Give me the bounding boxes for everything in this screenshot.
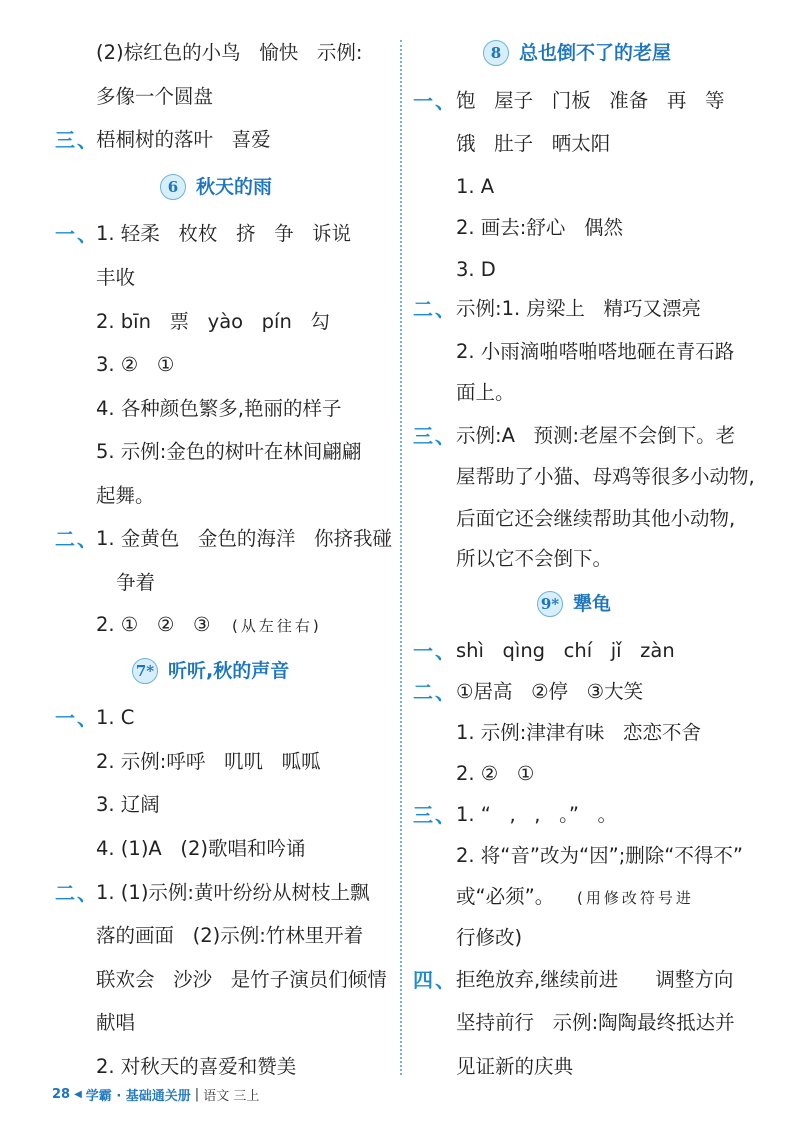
answer-line: 起舞。	[96, 484, 155, 507]
lesson-number-badge: 9*	[537, 591, 563, 617]
section-mark: 一、	[55, 706, 99, 730]
answer-line: 1. 轻柔 枚枚 挤 争 诉说	[96, 222, 352, 245]
column-divider	[400, 40, 402, 1075]
answer-line: 示例:A 预测:老屋不会倒下。老	[456, 424, 736, 447]
answer-line: 坚持前行 示例:陶陶最终抵达并	[456, 1011, 735, 1034]
answer-line: 5. 示例:金色的树叶在林间翩翩	[96, 440, 362, 463]
answer-line: 后面它还会继续帮助其他小动物,	[456, 507, 736, 530]
section-mark: 三、	[55, 128, 99, 152]
answer-line: 1. “ , , 。” 。	[456, 803, 618, 826]
chevron-left-icon: ◀	[74, 1089, 82, 1100]
answer-line: 2. 将“音”改为“因”;删除“不得不”	[456, 844, 743, 867]
answer-line: 2. 小雨滴啪嗒啪嗒地砸在青石路	[456, 340, 735, 363]
lesson-heading-9	[537, 591, 611, 617]
section-mark: 二、	[55, 527, 99, 551]
lesson-number-badge: 7*	[132, 658, 158, 684]
answer-line: 1. A	[456, 175, 495, 198]
section-mark: 一、	[413, 639, 457, 663]
lesson-number-badge: 8	[483, 40, 509, 66]
answer-line: shì qìng chí jǐ zàn	[456, 639, 675, 662]
answer-line: 争着	[116, 571, 156, 594]
lesson-title: 听听,秋的声音	[168, 660, 290, 682]
answer-line: 2. ① ② ③	[96, 613, 211, 636]
section-mark: 三、	[413, 803, 457, 827]
answer-line: 饱 屋子 门板 准备 再 等	[456, 89, 725, 112]
answer-line: 4. (1)A (2)歌唱和吟诵	[96, 837, 306, 860]
answer-line: 梧桐树的落叶 喜爱	[96, 128, 271, 151]
answer-line: 3. ② ①	[96, 353, 175, 376]
answer-line: 面上。	[456, 381, 515, 404]
answer-line: 1. 金黄色 金色的海洋 你挤我碰	[96, 527, 392, 550]
answer-line: 3. 辽阔	[96, 793, 160, 816]
section-mark: 三、	[413, 424, 457, 448]
answer-line: 2. ② ①	[456, 762, 535, 785]
answer-line: 2. 画去:舒心 偶然	[456, 216, 623, 239]
answer-line: 4. 各种颜色繁多,艳丽的样子	[96, 397, 342, 420]
lesson-title: 总也倒不了的老屋	[519, 42, 672, 64]
answer-line: (2)棕红色的小鸟 愉快 示例:	[96, 41, 363, 64]
answer-line: 落的画面 (2)示例:竹林里开着	[96, 924, 364, 947]
section-mark: 一、	[55, 222, 99, 246]
lesson-heading-6	[160, 174, 272, 200]
answer-line: 1. 示例:津津有味 恋恋不舍	[456, 721, 701, 744]
answer-line: 丰收	[96, 266, 136, 289]
book-title: 学霸 · 基础通关册	[85, 1089, 191, 1104]
section-mark: 二、	[413, 297, 457, 321]
lesson-title: 犟龟	[573, 593, 612, 615]
answer-note: (从左往右)	[232, 617, 322, 635]
answer-line: 或“必须”。	[456, 885, 555, 908]
answer-note: (用修改符号进	[577, 889, 694, 907]
answer-line: 屋帮助了小猫、母鸡等很多小动物,	[456, 465, 755, 488]
page-footer	[52, 1085, 259, 1104]
answer-line: ①居高 ②停 ③大笑	[456, 680, 644, 703]
section-mark: 二、	[55, 881, 99, 905]
footer-separator: |	[194, 1087, 200, 1102]
section-mark: 四、	[413, 968, 457, 992]
answer-line: 1. (1)示例:黄叶纷纷从树枝上飘	[96, 881, 370, 904]
subject-label: 语文 三上	[203, 1089, 260, 1104]
lesson-heading-8	[483, 40, 671, 66]
lesson-heading-7	[132, 658, 289, 684]
answer-line: 拒绝放弃,继续前进 调整方向	[456, 968, 734, 991]
answer-line: 2. 示例:呼呼 叽叽 呱呱	[96, 750, 321, 773]
answer-line: 联欢会 沙沙 是竹子演员们倾情	[96, 968, 387, 991]
answer-line: 2. bīn 票 yào pín 勾	[96, 310, 330, 333]
answer-line: 示例:1. 房梁上 精巧又漂亮	[456, 297, 701, 320]
answer-line: 见证新的庆典	[456, 1055, 574, 1078]
section-mark: 二、	[413, 680, 457, 704]
answer-line: 所以它不会倒下。	[456, 547, 613, 570]
answer-line: 1. C	[96, 706, 135, 729]
lesson-title: 秋天的雨	[196, 176, 273, 198]
answer-line: 献唱	[96, 1011, 136, 1034]
answer-line: 饿 肚子 晒太阳	[456, 132, 611, 155]
section-mark: 一、	[413, 89, 457, 113]
answer-line: 多像一个圆盘	[96, 85, 214, 108]
answer-line: 行修改)	[456, 926, 523, 949]
answer-line: 2. 对秋天的喜爱和赞美	[96, 1055, 297, 1078]
page-number: 28	[52, 1087, 71, 1102]
answer-line: 3. D	[456, 258, 496, 281]
lesson-number-badge: 6	[160, 174, 186, 200]
